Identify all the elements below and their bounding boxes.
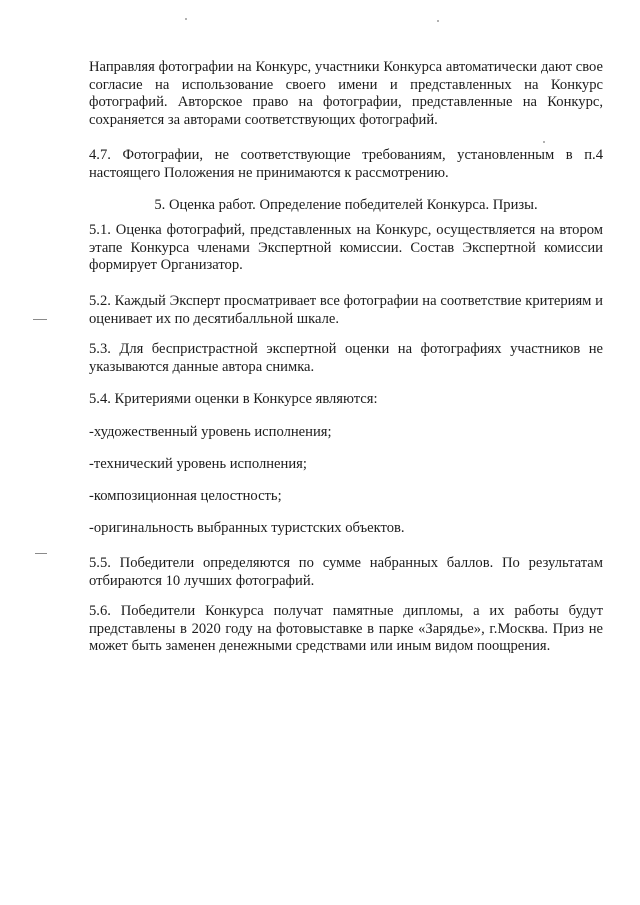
clause-5-1: 5.1. Оценка фотографий, представленных на Конкурс, осуществляется на втором этапе Конкурса членами Экспертной комиссии. Состав Экспертной комиссии формирует Организатор. [89, 222, 603, 273]
scan-speck [185, 18, 187, 20]
clause-5-2: 5.2. Каждый Эксперт просматривает все фотографии на соответствие критериям и оценивает их по десятибалльной шкале. [89, 293, 603, 327]
scan-speck [543, 141, 545, 143]
criteria-item: -композиционная целостность; [89, 488, 282, 504]
intro-paragraph: Направляя фотографии на Конкурс, участники Конкурса автоматически дают свое согласие на использование своего имени и представленных на Конкурс фотографий. Авторское право на фотографии, представленные на Конкурс, сохраняется за авторами соответствующих фотографий. [89, 59, 603, 128]
clause-4-7: 4.7. Фотографии, не соответствующие требованиям, установленным в п.4 настоящего Положения не принимаются к рассмотрению. [89, 147, 603, 181]
section-5-heading: 5. Оценка работ. Определение победителей Конкурса. Призы. [154, 197, 538, 213]
margin-mark [35, 553, 47, 554]
clause-5-3: 5.3. Для беспристрастной экспертной оценки на фотографиях участников не указываются данные автора снимка. [89, 341, 603, 375]
scan-speck [437, 20, 439, 22]
clause-5-5: 5.5. Победители определяются по сумме набранных баллов. По результатам отбираются 10 лучших фотографий. [89, 555, 603, 589]
clause-5-4: 5.4. Критериями оценки в Конкурсе являются: [89, 391, 378, 407]
criteria-item: -оригинальность выбранных туристских объектов. [89, 520, 405, 536]
margin-mark [33, 319, 47, 320]
clause-5-6: 5.6. Победители Конкурса получат памятные дипломы, а их работы будут представлены в 2020 году на фотовыставке в парке «Зарядье», г.Москва. Приз не может быть заменен денежными средствами или иным видом поощрения. [89, 603, 603, 654]
criteria-item: -технический уровень исполнения; [89, 456, 307, 472]
criteria-item: -художественный уровень исполнения; [89, 424, 332, 440]
